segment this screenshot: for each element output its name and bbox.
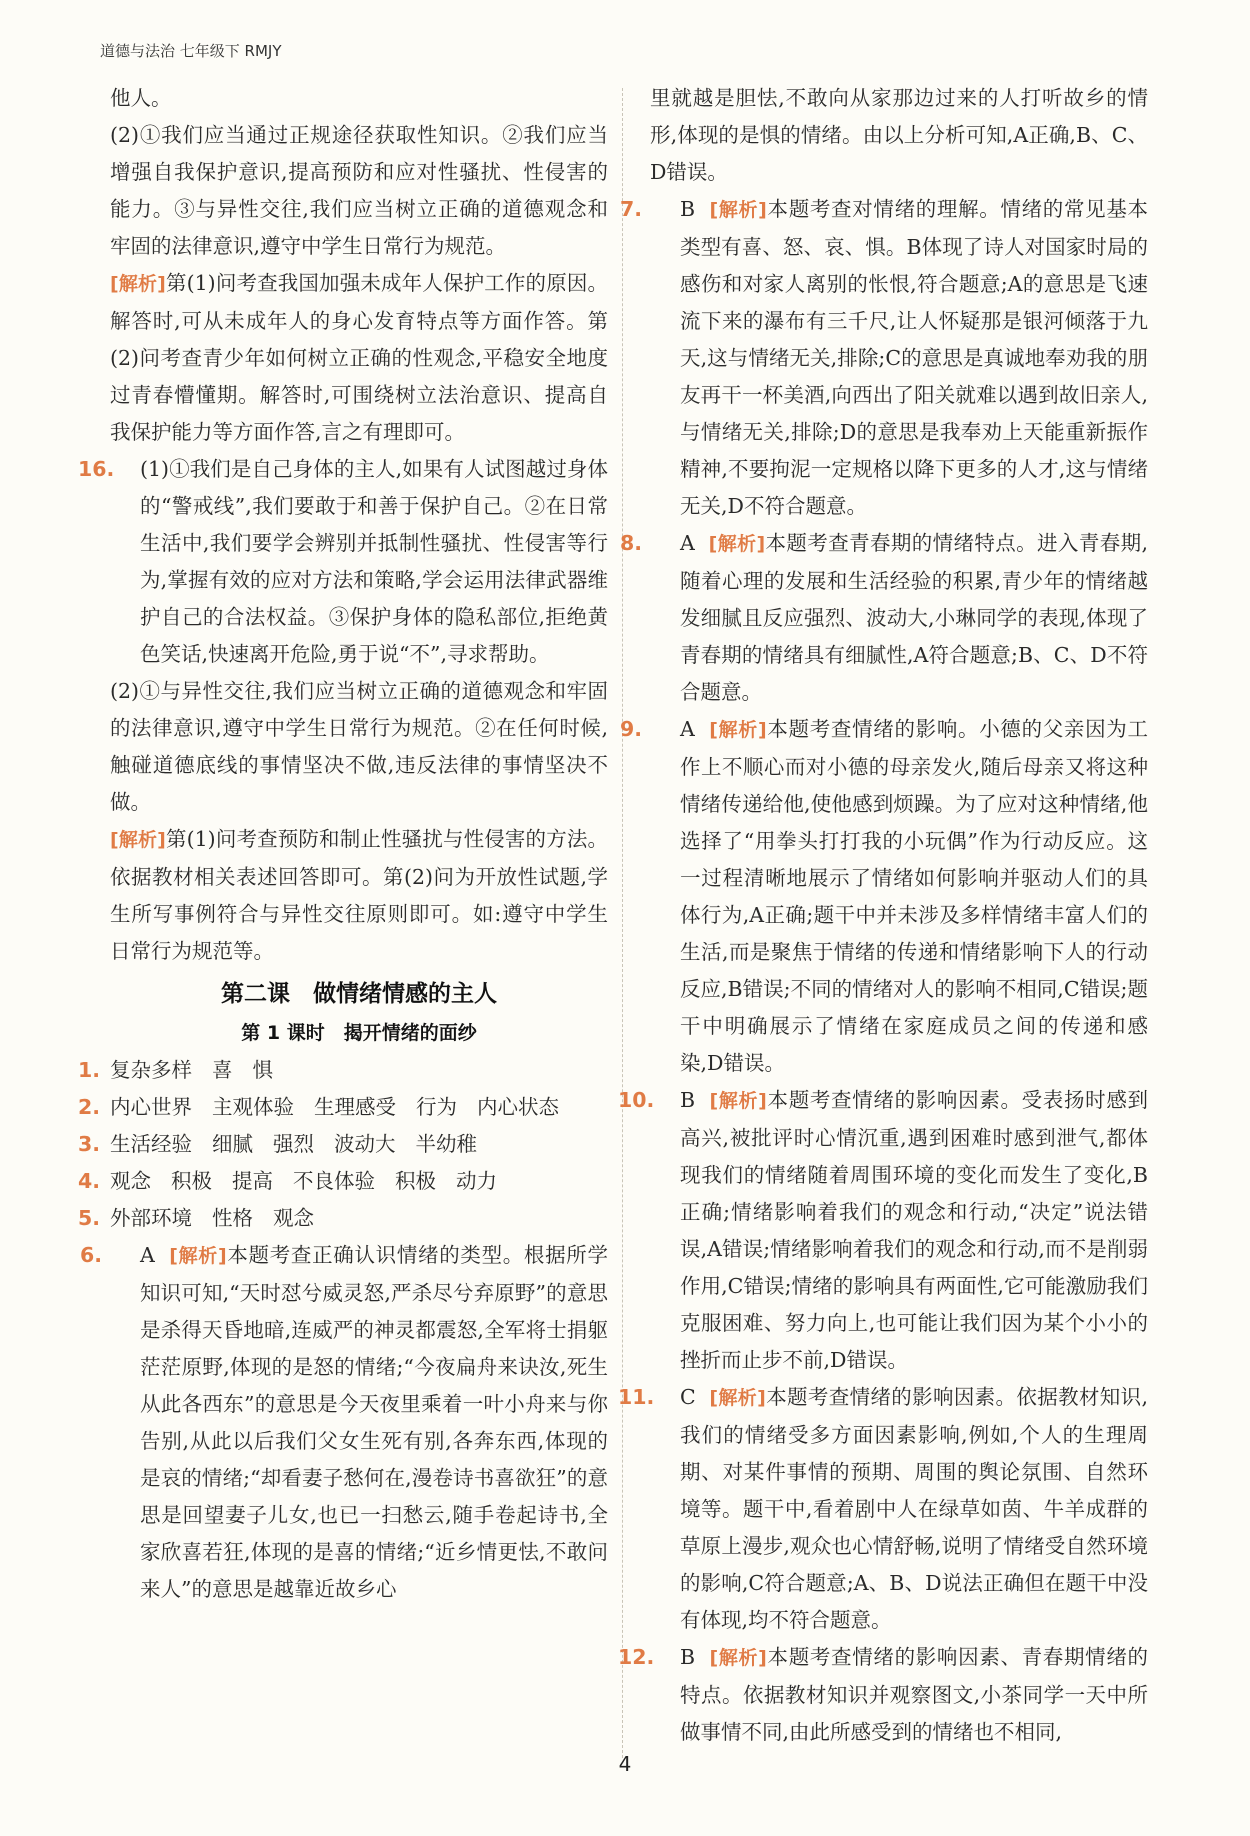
fill-word: 内心世界 <box>110 1095 192 1119</box>
question-item <box>620 191 1148 525</box>
question-number: 4. <box>78 1169 101 1193</box>
question-item <box>620 525 1148 711</box>
question-number: 10. <box>618 1088 655 1112</box>
analysis-text: 本题考查情绪的影响因素、青春期情绪的特点。依据教材知识并观察图文,小茶同学一天中所做事情不同,由此所感受到的情绪也不相同, <box>680 1645 1148 1744</box>
fill-word: 生理感受 <box>314 1095 396 1119</box>
fill-answer-row <box>78 1200 608 1237</box>
answer-choice: A <box>680 717 695 741</box>
answer-choice: A <box>680 531 695 555</box>
question-number: 12. <box>618 1645 655 1669</box>
question-number: 1. <box>78 1058 101 1082</box>
analysis-tag: [解析] <box>709 1090 767 1112</box>
answer-paragraph: 他人。 <box>110 86 172 110</box>
fill-word: 提高 <box>232 1169 273 1193</box>
question-list <box>618 191 1148 1751</box>
question-number: 9. <box>620 717 643 741</box>
page-number: 4 <box>618 1752 632 1776</box>
question-number: 16. <box>78 457 115 481</box>
answer-paragraph <box>680 711 1148 1082</box>
analysis-paragraph <box>110 265 608 451</box>
fill-word: 生活经验 <box>110 1132 192 1156</box>
question-number: 7. <box>620 197 643 221</box>
page-header: 道德与法治 七年级下 RMJY <box>100 42 282 60</box>
fill-word: 强烈 <box>273 1132 314 1156</box>
question-16 <box>78 451 608 673</box>
fill-word: 积极 <box>395 1169 436 1193</box>
left-column <box>78 80 608 1608</box>
analysis-tag: [解析] <box>169 1245 227 1267</box>
fill-answer-row <box>78 1126 608 1163</box>
lesson-title: 第二课 做情绪情感的主人 <box>221 981 497 1007</box>
fill-word: 细腻 <box>212 1132 253 1156</box>
answer-choice: C <box>680 1385 696 1409</box>
analysis-tag: [解析] <box>708 533 766 555</box>
fill-word: 积极 <box>171 1169 212 1193</box>
answer-paragraph <box>680 191 1148 525</box>
analysis-tag: [解析] <box>709 199 767 221</box>
question-number: 3. <box>78 1132 101 1156</box>
analysis-tag: [解析] <box>709 719 767 741</box>
analysis-text: 本题考查对情绪的理解。情绪的常见基本类型有喜、怒、哀、惧。B体现了诗人对国家时局的感伤和对家人离别的怅恨,符合题意;A的意思是飞速流下来的瀑布有三千尺,让人怀疑那是银河倾落于九天,这与情绪无关,排除;C的意思是真诚地奉劝我的朋友再干一杯美酒,向西出了阳关就难以遇到故旧亲人,与情绪无关,排除;D的意思是我奉劝上天能重新振作精神,不要拘泥一定规格以降下更多的人才,这与情绪无关,D不符合题意。 <box>680 197 1148 518</box>
fill-answer-row <box>78 1052 608 1089</box>
answer-paragraph: 里就越是胆怯,不敢向从家那边过来的人打听故乡的情形,体现的是惧的情绪。由以上分析可知,A正确,B、C、D错误。 <box>650 86 1148 184</box>
analysis-tag: [解析] <box>709 1387 766 1409</box>
fill-answers <box>78 1052 608 1237</box>
question-number: 2. <box>78 1095 101 1119</box>
fill-answer-row <box>78 1163 608 1200</box>
fill-word: 观念 <box>110 1169 151 1193</box>
answer-paragraph: (2)①我们应当通过正规途径获取性知识。②我们应当增强自我保护意识,提高预防和应对性骚扰、性侵害的能力。③与异性交往,我们应当树立正确的道德观念和牢固的法律意识,遵守中学生日常行为规范。 <box>110 123 608 258</box>
right-column <box>618 80 1148 1751</box>
answer-choice: B <box>680 1645 696 1669</box>
fill-word: 观念 <box>273 1206 314 1230</box>
answer-choice: B <box>680 197 696 221</box>
analysis-text: 本题考查情绪的影响。小德的父亲因为工作上不顺心而对小德的母亲发火,随后母亲又将这种情绪传递给他,使他感到烦躁。为了应对这种情绪,他选择了“用拳头打打我的小玩偶”作为行动反应。这一过程清晰地展示了情绪如何影响并驱动人们的具体行为,A正确;题干中并未涉及多样情绪丰富人们的生活,而是聚焦于情绪的传递和情绪影响下人的行动反应,B错误;不同的情绪对人的影响不相同,C错误;题干中明确展示了情绪在家庭成员之间的传递和感染,D错误。 <box>680 717 1148 1075</box>
analysis-text: 本题考查情绪的影响因素。受表扬时感到高兴,被批评时心情沉重,遇到困难时感到泄气,都体现我们的情绪随着周围环境的变化而发生了变化,B正确;情绪影响着我们的观念和行动,“决定”说法错误,A错误;情绪影响着我们的观念和行动,而不是削弱作用,C错误;情绪的影响具有两面性,它可能激励我们克服困难、努力向上,也可能让我们因为某个小小的挫折而止步不前,D错误。 <box>680 1088 1148 1372</box>
answer-choice: B <box>680 1088 696 1112</box>
answer-paragraph <box>680 1639 1148 1751</box>
question-item <box>618 1082 1148 1379</box>
analysis-text: 本题考查情绪的影响因素。依据教材知识,我们的情绪受多方面因素影响,例如,个人的生理周期、对某件事情的预期、周围的舆论氛围、自然环境等。题干中,看着剧中人在绿草如茵、牛羊成群的草原上漫步,观众也心情舒畅,说明了情绪受自然环境的影响,C符合题意;A、B、D说法正确但在题干中没有体现,均不符合题意。 <box>680 1385 1148 1632</box>
answer-paragraph <box>680 1379 1148 1639</box>
fill-word: 外部环境 <box>110 1206 192 1230</box>
analysis-paragraph <box>110 821 608 970</box>
answer-choice: A <box>140 1243 155 1267</box>
answer-paragraph <box>140 1237 608 1608</box>
fill-word: 动力 <box>456 1169 497 1193</box>
fill-word: 波动大 <box>334 1132 396 1156</box>
analysis-tag: [解析] <box>709 1647 767 1669</box>
question-number: 5. <box>78 1206 101 1230</box>
fill-answer-row <box>78 1089 608 1126</box>
answer-paragraph: (2)①与异性交往,我们应当树立正确的道德观念和牢固的法律意识,遵守中学生日常行为规范。②在任何时候,触碰道德底线的事情坚决不做,违反法律的事情坚决不做。 <box>110 679 608 814</box>
fill-word: 复杂多样 <box>110 1058 192 1082</box>
fill-word: 性格 <box>212 1206 253 1230</box>
fill-word: 惧 <box>252 1058 273 1082</box>
analysis-tag: [解析] <box>110 273 166 295</box>
question-item <box>618 1379 1148 1639</box>
fill-word: 内心状态 <box>477 1095 559 1119</box>
fill-word: 不良体验 <box>293 1169 375 1193</box>
analysis-text: 第(1)问考查预防和制止性骚扰与性侵害的方法。依据教材相关表述回答即可。第(2)问为开放性试题,学生所写事例符合与异性交往原则即可。如:遵守中学生日常行为规范等。 <box>110 827 608 963</box>
answer-paragraph <box>680 525 1148 711</box>
question-number: 11. <box>618 1385 655 1409</box>
analysis-text: 第(1)问考查我国加强未成年人保护工作的原因。解答时,可从未成年人的身心发育特点等方面作答。第(2)问考查青少年如何树立正确的性观念,平稳安全地度过青春懵懂期。解答时,可围绕树立法治意识、提高自我保护能力等方面作答,言之有理即可。 <box>110 271 608 444</box>
analysis-text: 本题考查青春期的情绪特点。进入青春期,随着心理的发展和生活经验的积累,青少年的情绪越发细腻且反应强烈、波动大,小琳同学的表现,体现了青春期的情绪具有细腻性,A符合题意;B、C、D不符合题意。 <box>680 531 1148 704</box>
fill-word: 行为 <box>416 1095 457 1119</box>
analysis-tag: [解析] <box>110 829 166 851</box>
question-6 <box>80 1237 608 1608</box>
question-item <box>618 1639 1148 1751</box>
session-title: 第 1 课时 揭开情绪的面纱 <box>241 1022 477 1044</box>
answer-paragraph: (1)①我们是自己身体的主人,如果有人试图越过身体的“警戒线”,我们要敢于和善于保护自己。②在日常生活中,我们要学会辨别并抵制性骚扰、性侵害等行为,掌握有效的应对方法和策略,学会运用法律武器维护自己的合法权益。③保护身体的隐私部位,拒绝黄色笑话,快速离开危险,勇于说“不”,寻求帮助。 <box>140 457 608 666</box>
fill-word: 半幼稚 <box>415 1132 477 1156</box>
analysis-text: 本题考查正确认识情绪的类型。根据所学知识可知,“天时怼兮威灵怒,严杀尽兮弃原野”的意思是杀得天昏地暗,连威严的神灵都震怒,全军将士捐躯茫茫原野,体现的是怒的情绪;“今夜扁舟来诀汝,死生从此各西东”的意思是今天夜里乘着一叶小舟来与你告别,从此以后我们父女生死有别,各奔东西,体现的是哀的情绪;“却看妻子愁何在,漫卷诗书喜欲狂”的意思是回望妻子儿女,也已一扫愁云,随手卷起诗书,全家欣喜若狂,体现的是喜的情绪;“近乡情更怯,不敢问来人”的意思是越靠近故乡心 <box>140 1243 608 1601</box>
answer-paragraph <box>680 1082 1148 1379</box>
column-divider <box>622 88 623 1758</box>
fill-word: 主观体验 <box>212 1095 294 1119</box>
fill-word: 喜 <box>212 1058 233 1082</box>
question-item <box>620 711 1148 1082</box>
question-number: 8. <box>620 531 643 555</box>
question-number: 6. <box>80 1243 103 1267</box>
